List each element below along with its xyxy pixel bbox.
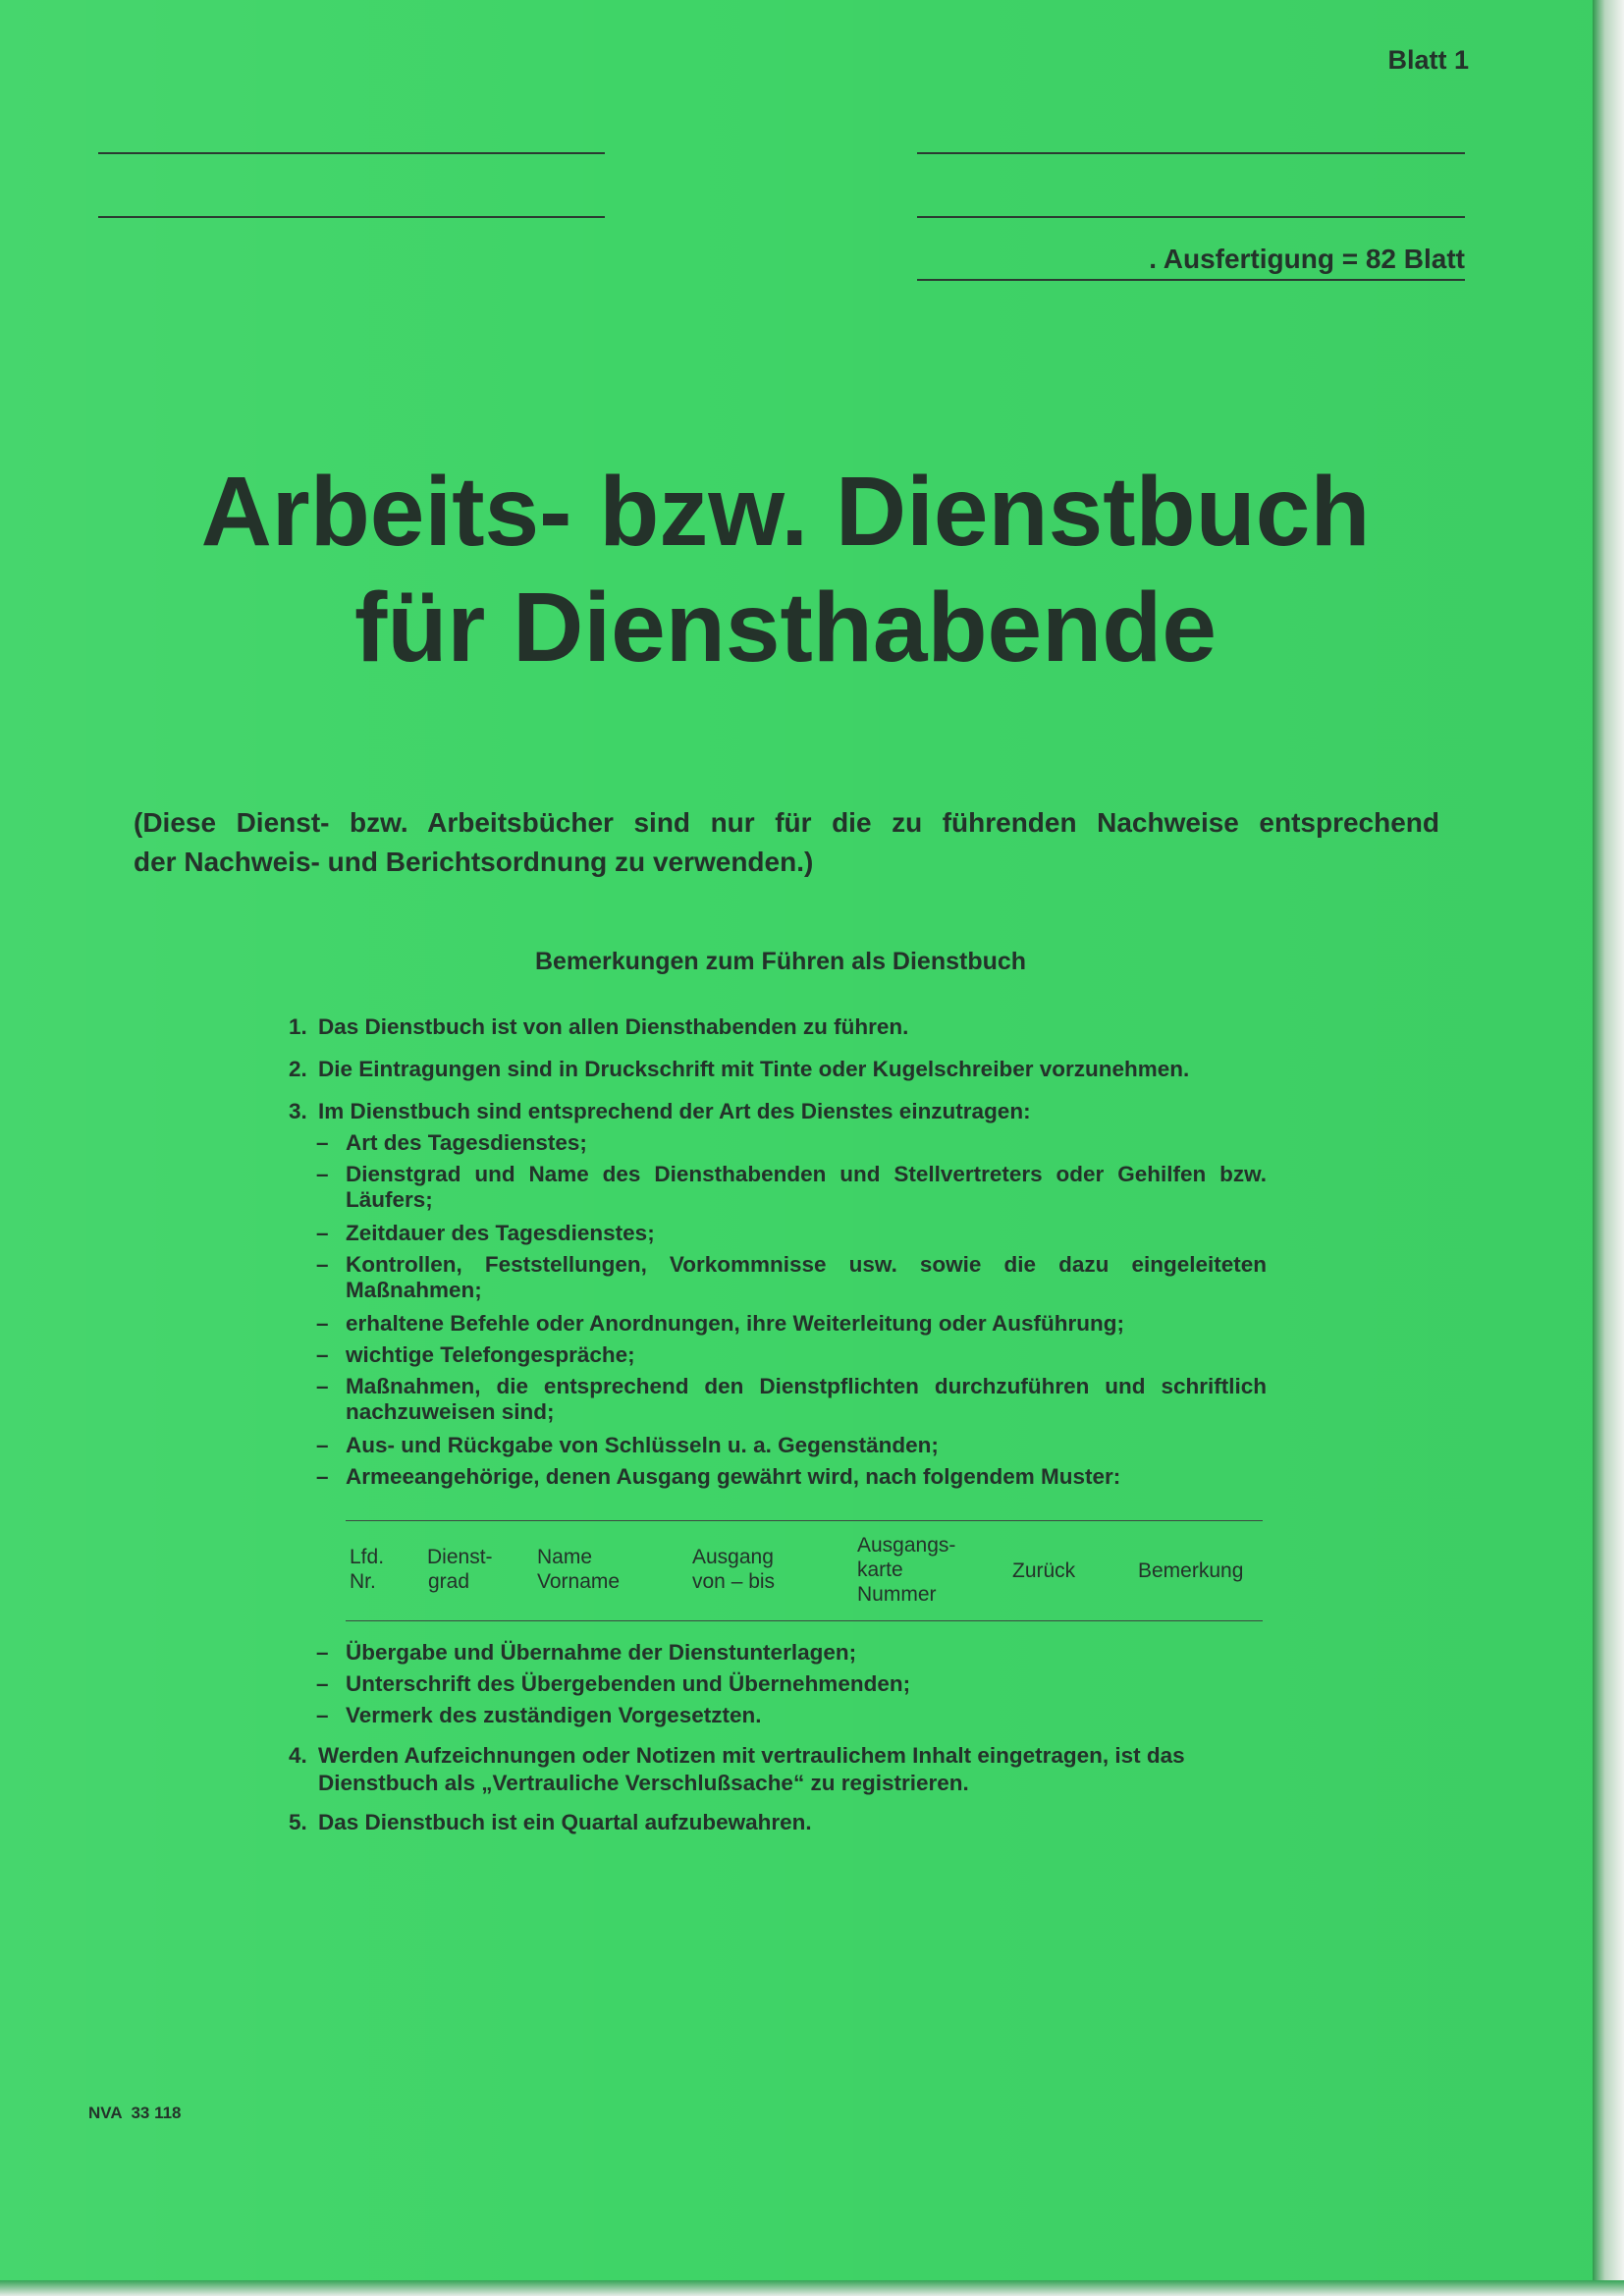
usage-note-line-2: der Nachweis- und Berichtsordnung zu verwenden.) bbox=[134, 847, 814, 877]
remark-item-4 bbox=[289, 1742, 1271, 1797]
remark-number: 1. bbox=[289, 1014, 307, 1039]
sub-item: – Unterschrift des Übergebenden und Übernehmenden; bbox=[316, 1671, 911, 1696]
header-line-right-3 bbox=[917, 279, 1465, 281]
table-col-bemerkung: Bemerkung bbox=[1138, 1559, 1244, 1582]
remark-item-3 bbox=[289, 1098, 1031, 1125]
remark-text: Die Eintragungen sind in Druckschrift mit Tinte oder Kugelschreiber vorzunehmen. bbox=[318, 1057, 1190, 1081]
sub-item: – Zeitdauer des Tagesdienstes; bbox=[316, 1221, 655, 1245]
remark-item-1 bbox=[289, 1013, 908, 1041]
table-col-lfd-nr: Lfd. Nr. bbox=[350, 1546, 385, 1593]
sub-item: – Kontrollen, Feststellungen, Vorkommnisse usw. sowie die dazu eingeleiteten Maßnahmen; bbox=[316, 1252, 1267, 1302]
sub-item: – wichtige Telefongespräche; bbox=[316, 1342, 635, 1367]
table-col-ausgang: Ausgang von – bis bbox=[692, 1546, 776, 1593]
sub-item: – Übergabe und Übernahme der Dienstunterlagen; bbox=[316, 1640, 857, 1665]
table-col-dienstgrad: Dienst- grad bbox=[427, 1546, 493, 1593]
remark-item-2 bbox=[289, 1056, 1189, 1083]
sub-item: – erhaltene Befehle oder Anordnungen, ihre Weiterleitung oder Ausführung; bbox=[316, 1311, 1124, 1336]
copy-label: . Ausfertigung = 82 Blatt bbox=[1149, 244, 1465, 274]
remark-text: Das Dienstbuch ist von allen Diensthabenden zu führen. bbox=[318, 1014, 909, 1039]
remark-item-5 bbox=[289, 1809, 812, 1836]
sub-item: – Maßnahmen, die entsprechend den Dienstpflichten durchzuführen und schriftlich nachzuweisen sind; bbox=[316, 1374, 1267, 1424]
page-bottom-edge bbox=[0, 2280, 1624, 2296]
page-edge bbox=[1593, 0, 1624, 2296]
title-line-1: Arbeits- bzw. Dienstbuch bbox=[200, 457, 1371, 567]
usage-note bbox=[134, 803, 1439, 882]
table-rule-bottom bbox=[346, 1620, 1263, 1621]
page-title bbox=[0, 454, 1571, 685]
remark-text-cont: Dienstbuch als „Vertrauliche Verschlußsache“ zu registrieren. bbox=[318, 1771, 969, 1795]
header-line-right-2 bbox=[917, 216, 1465, 218]
table-col-name: Name Vorname bbox=[537, 1546, 621, 1593]
usage-note-line-1: (Diese Dienst- bzw. Arbeitsbücher sind nur für die zu führenden Nachweise entsprechend bbox=[134, 807, 1439, 838]
sub-item: – Vermerk des zuständigen Vorgesetzten. bbox=[316, 1703, 762, 1727]
table-col-zurueck: Zurück bbox=[1012, 1559, 1076, 1582]
remark-number: 4. bbox=[289, 1743, 307, 1768]
sub-item: – Armeeangehörige, denen Ausgang gewährt wird, nach folgendem Muster: bbox=[316, 1464, 1121, 1489]
sub-item: – Aus- und Rückgabe von Schlüsseln u. a. Gegenständen; bbox=[316, 1433, 939, 1457]
sub-item: – Art des Tagesdienstes; bbox=[316, 1130, 587, 1155]
header-line-left-1 bbox=[98, 152, 605, 154]
remark-text: Das Dienstbuch ist ein Quartal aufzubewahren. bbox=[318, 1810, 812, 1834]
remark-text: Im Dienstbuch sind entsprechend der Art des Dienstes einzutragen: bbox=[318, 1099, 1031, 1123]
sub-item: – Dienstgrad und Name des Diensthabenden und Stellvertreters oder Gehilfen bzw. Läufers; bbox=[316, 1162, 1267, 1212]
remark-number: 5. bbox=[289, 1810, 307, 1834]
table-col-ausgangskarte: Ausgangs- karte Nummer bbox=[857, 1534, 956, 1606]
form-code: NVA 33 118 bbox=[88, 2104, 182, 2122]
header-line-right-1 bbox=[917, 152, 1465, 154]
header-line-left-2 bbox=[98, 216, 605, 218]
remark-number: 3. bbox=[289, 1099, 307, 1123]
table-rule-top bbox=[346, 1520, 1263, 1521]
title-line-2: für Diensthabende bbox=[354, 573, 1217, 683]
remark-text: Werden Aufzeichnungen oder Notizen mit vertraulichem Inhalt eingetragen, ist das bbox=[318, 1743, 1185, 1768]
remark-number: 2. bbox=[289, 1057, 307, 1081]
remarks-heading: Bemerkungen zum Führen als Dienstbuch bbox=[534, 948, 1027, 975]
sheet-label: Blatt 1 bbox=[1387, 45, 1469, 75]
